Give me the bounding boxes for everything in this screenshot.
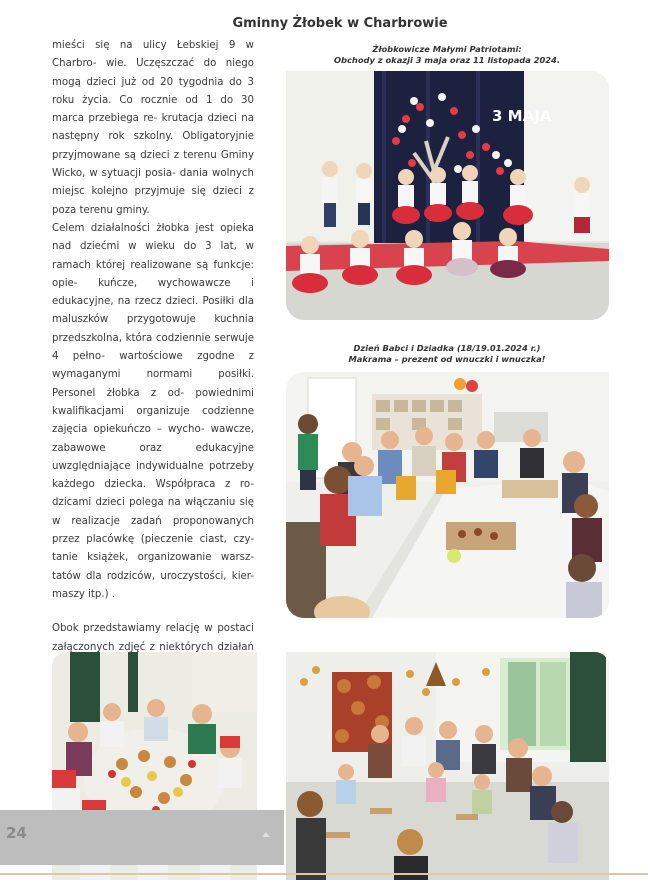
- page-number-tab: [0, 810, 284, 865]
- page-number: 24: [6, 824, 27, 842]
- photo-autumn-event: [286, 652, 609, 880]
- bottom-rule: [0, 873, 648, 875]
- paragraph-intro: mieści się na ulicy Łebskiej 9 w Charbro- wie. Uczęszczać do niego mogą dzieci już od 20 tygodnia do 3 roku życia. Co rocznie od 1 do 30 marca przebiega re- krutacja dzieci na następny rok szkolny. Obligatoryjnie przyjmowane są dzieci z terenu Gminy Wicko, w sytuacji posia- dania wolnych miejsc kolejno przyjmuje się dzieci z poza terenu gminy.: [52, 40, 255, 216]
- article-text: [52, 37, 254, 693]
- triangle-up-icon: [260, 830, 272, 840]
- paragraph-photos-intro: Obok przedstawiamy relację w postaci załączonych zdjęć z niektórych działań: [52, 623, 254, 653]
- photo-patriots-celebration: [286, 71, 609, 320]
- photo-grandparents-day: [286, 372, 609, 618]
- page-title: Gminny Żłobek w Charbrowie: [232, 16, 448, 31]
- banner-text: 3 MAJA: [492, 107, 552, 125]
- photo-caption-grandparents: Dzień Babci i Dziadka (18/19.01.2024 r.) Makrama – prezent od wnuczki i wnuczka!: [348, 343, 546, 364]
- paragraph-purpose: Celem działalności żłobka jest opieka nad dziećmi w wieku do 3 lat, w ramach której realizowane są funkcje: opie- kuńcze, wychowawcze i edukacyjne, na rzecz dzieci. Posiłki dla maluszków przygotowuje kuchnia przedszkolna, która codziennie serwuje 4 pełno- wartościowe zgodne z wymaganymi normami posiłki. Personel żłobka z od- powiednimi kwalifikacjami organizuje codzienne zajęcia opiekuńczo – wycho- wawcze, zabawowe oraz edukacyjne uwzględniające indywidualne potrzeby każdego dziecka. Współpraca z ro- dzicami dzieci polega na włączaniu się w realizacje zadań proponowanych przez placówkę (pieczenie ciast, czy- tanie książek, organizowanie warsz- tatów dla rodziców, uroczystości, kier- maszy itp.) .: [52, 222, 254, 600]
- photo-caption-patriots: Żłobkowicze Małymi Patriotami: Obchody z okazji 3 maja oraz 11 listopada 2024.: [334, 44, 560, 65]
